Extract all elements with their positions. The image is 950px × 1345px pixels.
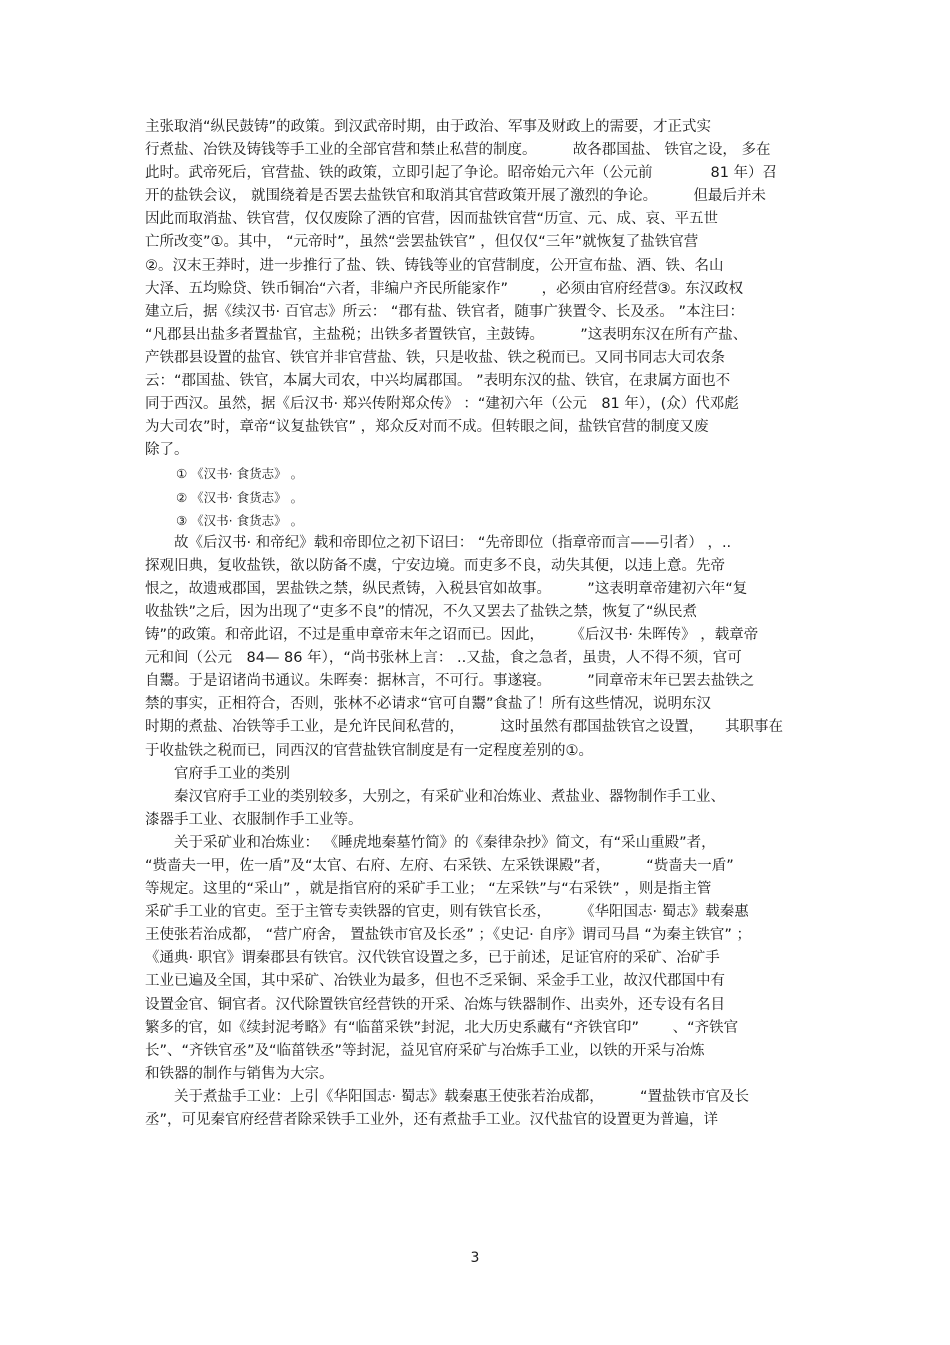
text-line: 工业已遍及全国，其中采矿、冶铁业为最多，但也不乏采铜、采金手工业，故汉代郡国中有: [145, 973, 725, 990]
text-line: 收盐铁”之后，因为出现了“吏多不良”的情况，不久又罢去了盐铁之禁，恢复了“纵民煮: [145, 603, 698, 620]
text-line: 为大司农”时，章帝“议复盐铁官” ，郑众反对而不成。但转眼之间，盐铁官营的制度又废: [145, 419, 709, 436]
text-line: 此时。武帝死后，官营盐、铁的政策，立即引起了争论。昭帝始元六年（公元前 81 年）召: [145, 165, 778, 182]
text-line: 《通典· 职官》谓秦郡县有铁官。汉代铁官设置之多，已于前述，足证官府的采矿、冶矿手: [145, 950, 720, 967]
text-line: 故《后汉书· 和帝纪》载和帝即位之初下诏曰： “先帝即位（指章帝而言——引者） ，..: [174, 534, 732, 551]
text-line: 丞”，可见秦官府经营者除采铁手工业外，还有煮盐手工业。汉代盐官的设置更为普遍，详: [145, 1112, 719, 1129]
text-line: 产铁郡县设置的盐官、铁官并非官营盐、铁，只是收盐、铁之税而已。又同书同志大司农条: [145, 349, 725, 366]
text-line: 建立后，据《续汉书· 百官志》所云： “郡有盐、铁官者，随事广狭置令、长及丞。 ”本注曰：: [145, 303, 744, 320]
footnote-line: ③ 《汉书· 食货志》 。: [176, 512, 304, 528]
text-line: 于收盐铁之税而已，同西汉的官营盐铁官制度是有一定程度差别的①。: [145, 742, 593, 759]
text-line: 禁的事实，正相符合，否则，张林不必请求“官可自鬻”食盐了！所有这些情况，说明东汉: [145, 696, 712, 713]
text-line: 官府手工业的类别: [174, 765, 290, 782]
text-line: 除了。: [145, 442, 189, 459]
text-line: 等规定。这里的“采山” ，就是指官府的采矿手工业； “左采铁”与“右采铁” ，则是指主管: [145, 881, 712, 898]
text-line: 亡所改变”①。其中， “元帝时”，虽然“尝罢盐铁官” ，但仅仅“三年”就恢复了盐铁官营: [145, 234, 699, 251]
text-line: 关于采矿业和冶炼业： 《睡虎地秦墓竹简》的《秦律杂抄》简文，有“采山重殿”者，: [174, 834, 716, 851]
text-line: 王使张若治成都， “营广府舍， 置盐铁市官及长丞” ；《史记· 自序》谓司马昌 “为秦主铁官” ；: [145, 927, 752, 944]
text-line: 同于西汉。虽然，据《后汉书· 郑兴传附郑众传》 ：“建初六年（公元 81 年），(众）代邓彪: [145, 396, 739, 413]
text-line: 铸”的政策。和帝此诏，不过是重申章帝末年之诏而已。因此， 《后汉书· 朱晖传》 ，载章帝: [145, 627, 759, 644]
text-line: 探观旧典，复收盐铁，欲以防备不虞，宁安边境。而吏多不良，动失其便，以违上意。先帝: [145, 557, 725, 574]
text-line: 设置金官、铜官者。汉代除置铁官经营铁的开采、冶炼与铁器制作、出卖外，还专设有名目: [145, 996, 725, 1013]
footnote-line: ① 《汉书· 食货志》 。: [176, 466, 304, 482]
text-line: 采矿手工业的官吏。至于主管专卖铁器的官吏，则有铁官长丞， 《华阳国志· 蜀志》载秦惠: [145, 904, 749, 921]
text-line: 时期的煮盐、冶铁等手工业，是允许民间私营的， 这时虽然有郡国盐铁官之设置， 其职事在: [145, 719, 783, 736]
footnote-line: ② 《汉书· 食货志》 。: [176, 489, 304, 505]
text-line: 元和间（公元 84— 86 年），“尚书张林上言： ..又盐，食之急者，虽贵，人不得不须，官可: [145, 650, 742, 667]
text-line: “凡郡县出盐多者置盐官，主盐税；出铁多者置铁官，主鼓铸。 ”这表明东汉在所有产盐、: [145, 326, 748, 343]
text-line: 自鬻。于是诏诸尚书通议。朱晖奏：据林言，不可行。事遂寝。 ”同章帝末年已罢去盐铁之: [145, 673, 755, 690]
text-line: 开的盐铁会议， 就围绕着是否罢去盐铁官和取消其官营政策开展了激烈的争论。 但最后并未: [145, 188, 766, 205]
text-line: 主张取消“纵民鼓铸”的政策。到汉武帝时期，由于政治、军事及财政上的需要，才正式实: [145, 119, 712, 135]
text-line: 长”、“齐铁官丞”及“临菑铁丞”等封泥，益见官府采矿与冶炼手工业，以铁的开采与冶炼: [145, 1042, 705, 1059]
text-line: “赀啬夫一甲，佐一盾”及“太官、右府、左府、右采铁、左采铁课殿”者， “赀啬夫一盾”: [145, 858, 734, 874]
text-line: 大泽、五均赊贷、铁币铜冶“六者，非编户齐民所能家作” ，必须由官府经营③。东汉政权: [145, 280, 744, 297]
text-line: 恨之，故遗戒郡国，罢盐铁之禁，纵民煮铸，入税县官如故事。 ”这表明章帝建初六年“复: [145, 580, 748, 597]
text-line: 漆器手工业、衣服制作手工业等。: [145, 811, 363, 828]
text-line: 关于煮盐手工业：上引《华阳国志· 蜀志》载秦惠王使张若治成都， “置盐铁市官及长: [174, 1088, 749, 1105]
text-line: 行煮盐、冶铁及铸钱等手工业的全部官营和禁止私营的制度。 故各郡国盐、 铁官之设， 多在: [145, 142, 771, 159]
text-line: 云：“郡国盐、铁官，本属大司农，中兴均属郡国。 ”表明东汉的盐、铁官，在隶属方面也不: [145, 373, 731, 390]
text-line: 因此而取消盐、铁官营，仅仅废除了酒的官营，因而盐铁官营“历宣、元、成、哀、平五世: [145, 211, 719, 228]
body-text: [145, 116, 810, 1132]
text-line: 秦汉官府手工业的类别较多，大别之，有采矿业和冶炼业、煮盐业、器物制作手工业、: [174, 788, 725, 805]
text-line: 繁多的官，如《续封泥考略》有“临菑采铁”封泥，北大历史系藏有“齐铁官印” 、“齐铁官: [145, 1019, 739, 1036]
text-line: ②。汉末王莽时，进一步推行了盐、铁、铸钱等业的官营制度，公开宣布盐、酒、铁、名山: [145, 257, 724, 274]
page-number: 3: [470, 1250, 480, 1266]
text-line: 和铁器的制作与销售为大宗。: [145, 1065, 334, 1082]
